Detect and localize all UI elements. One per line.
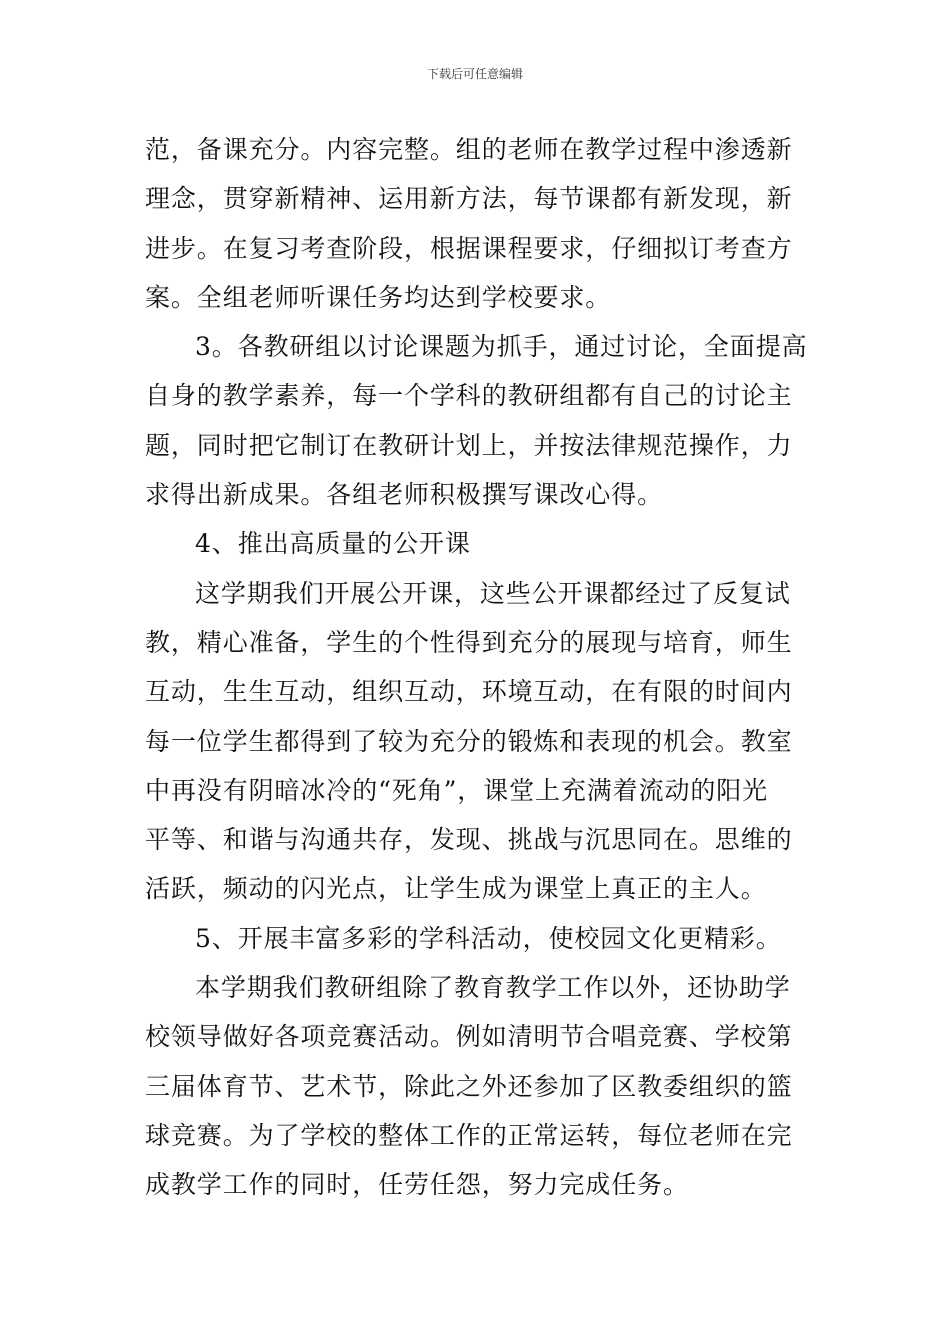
- text-line: 进步。在复习考查阶段，根据课程要求，仔细拟订考查方: [145, 233, 793, 263]
- text-line: 求得出新成果。各组老师积极撰写课改心得。: [145, 480, 664, 510]
- text-line: 每一位学生都得到了较为充分的锻炼和表现的机会。教室: [145, 726, 793, 756]
- text-line: 教，精心准备，学生的个性得到充分的展现与培育，师生: [145, 627, 793, 657]
- text-line: 互动，生生互动，组织互动，环境互动，在有限的时间内: [145, 677, 793, 707]
- text-line: 校领导做好各项竞赛活动。例如清明节合唱竞赛、学校第: [145, 1022, 793, 1052]
- text-line: 三届体育节、艺术节，除此之外还参加了区教委组织的篮: [145, 1071, 793, 1101]
- text-line: 4、推出高质量的公开课: [195, 529, 471, 559]
- text-line: 这学期我们开展公开课，这些公开课都经过了反复试: [195, 578, 791, 608]
- text-line: 本学期我们教研组除了教育教学工作以外，还协助学: [195, 973, 791, 1003]
- text-line: 平等、和谐与沟通共存，发现、挑战与沉思同在。思维的: [145, 825, 793, 855]
- text-line: 活跃，频动的闪光点，让学生成为课堂上真正的主人。: [145, 874, 767, 904]
- text-line: 范，备课充分。内容完整。组的老师在教学过程中渗透新: [145, 135, 793, 164]
- text-line: 5、开展丰富多彩的学科活动，使校园文化更精彩。: [195, 923, 782, 953]
- text-line: 中再没有阴暗冰冷的“死角”，课堂上充满着流动的阳光: [145, 775, 769, 805]
- text-line: 案。全组老师听课任务均达到学校要求。: [145, 282, 612, 312]
- text-line: 成教学工作的同时，任劳任怨，努力完成任务。: [145, 1170, 689, 1200]
- text-line: 球竞赛。为了学校的整体工作的正常运转，每位老师在完: [145, 1120, 793, 1150]
- text-line: 3。各教研组以讨论课题为抓手，通过讨论，全面提高: [195, 332, 808, 362]
- page-header: 下载后可任意编辑: [426, 67, 523, 81]
- text-line: 自身的教学素养，每一个学科的教研组都有自己的讨论主: [145, 381, 793, 411]
- document-body: [145, 125, 810, 1210]
- text-line: 理念，贯穿新精神、运用新方法，每节课都有新发现，新: [145, 184, 793, 214]
- text-line: 题，同时把它制订在教研计划上，并按法律规范操作，力: [145, 430, 793, 460]
